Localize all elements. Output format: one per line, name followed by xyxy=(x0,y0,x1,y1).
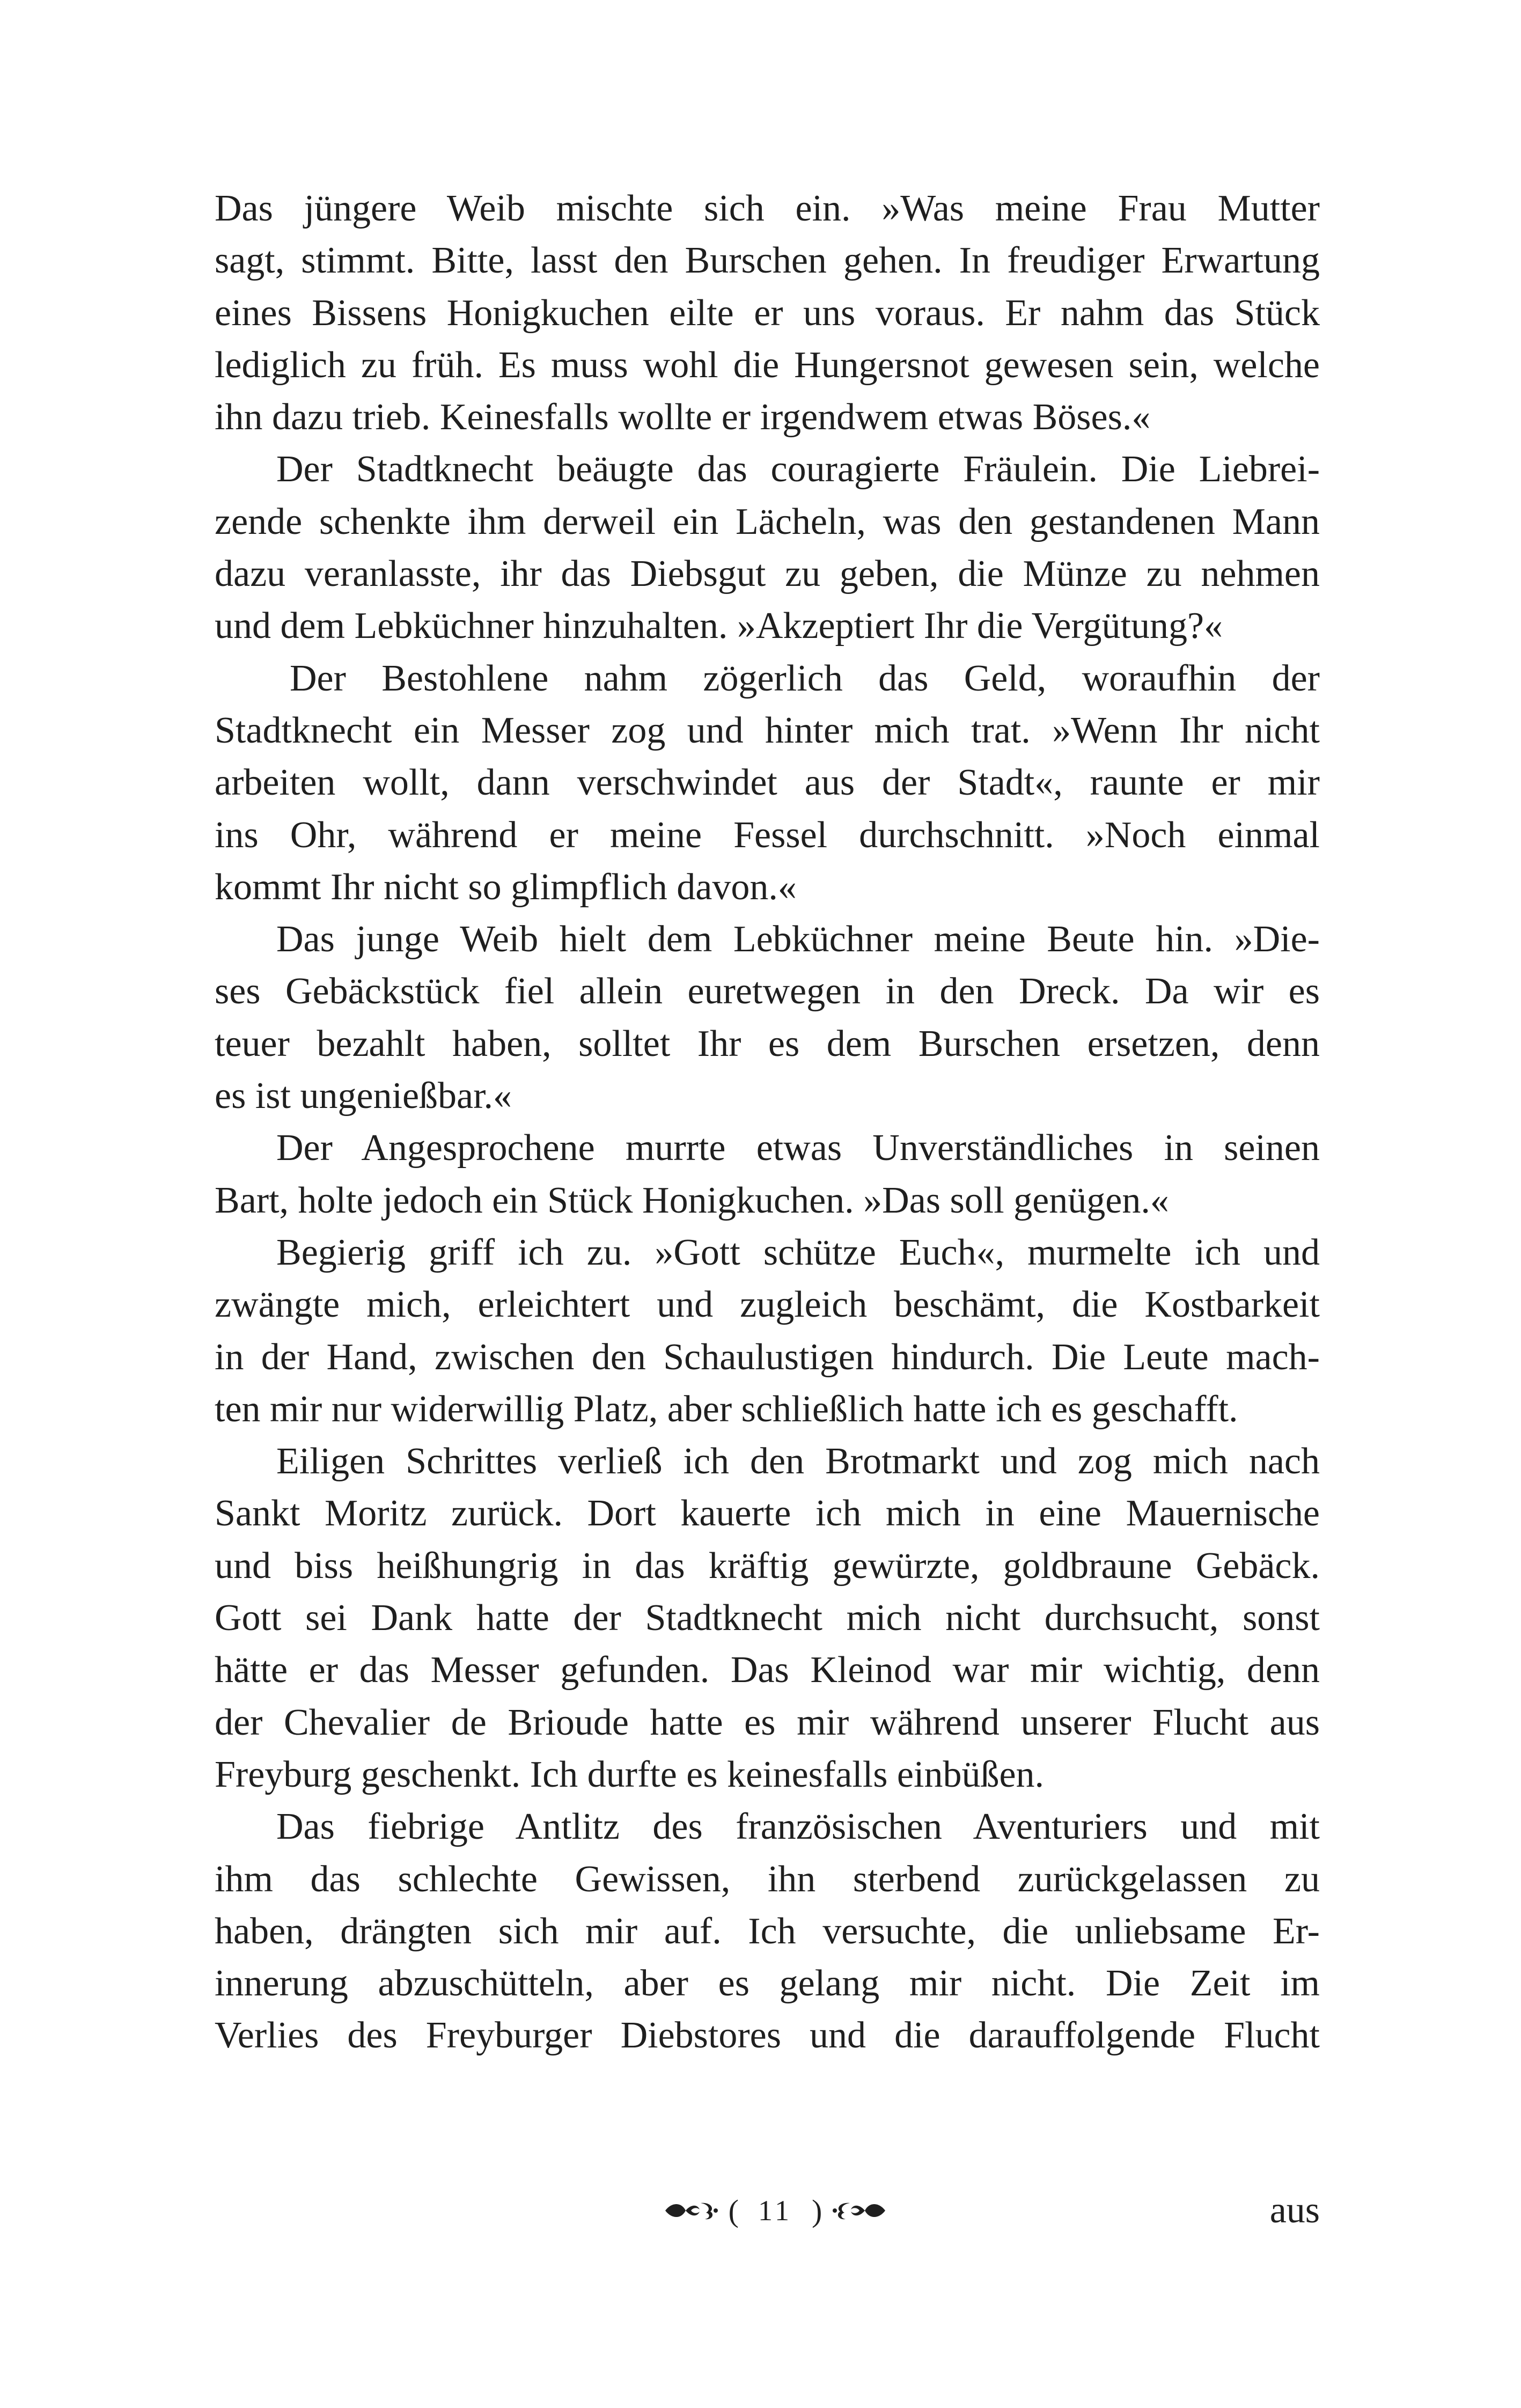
text-line: der Chevalier de Brioude hatte es mir während unserer Flucht aus xyxy=(215,1701,1320,1743)
text-line: Verlies des Freyburger Diebstores und die darauffolgende Flucht xyxy=(215,2015,1320,2057)
text-line: Das junge Weib hielt dem Lebküchner meine Beute hin. »Die- xyxy=(276,919,1320,960)
text-line: zende schenkte ihm derweil ein Lächeln, was den gestandenen Mann xyxy=(215,501,1320,542)
folio xyxy=(671,2184,880,2237)
text-line: es ist ungenießbar.« xyxy=(215,1075,512,1117)
text-line: eines Bissens Honigkuchen eilte er uns voraus. Er nahm das Stück xyxy=(215,292,1320,334)
text-line: und dem Lebküchner hinzuhalten. »Akzeptiert Ihr die Vergütung?« xyxy=(215,605,1223,647)
text-line: kommt Ihr nicht so glimpflich davon.« xyxy=(215,866,797,908)
text-line: Begierig griff ich zu. »Gott schütze Euch«, murmelte ich und xyxy=(276,1231,1320,1273)
text-line: zwängte mich, erleichtert und zugleich beschämt, die Kostbarkeit xyxy=(215,1284,1320,1326)
folio-paren-open: ( xyxy=(728,2193,739,2228)
page-number: 11 xyxy=(758,2194,792,2227)
text-line: ins Ohr, während er meine Fessel durchschnitt. »Noch einmal xyxy=(215,814,1320,856)
text-line: hätte er das Messer gefunden. Das Kleinod war mir wichtig, denn xyxy=(215,1649,1320,1691)
catchword: aus xyxy=(1269,2190,1320,2231)
text-line: Der Bestohlene nahm zögerlich das Geld, woraufhin der xyxy=(290,657,1320,699)
text-line: arbeiten wollt, dann verschwindet aus der Stadt«, raunte er mir xyxy=(215,762,1320,804)
fleuron-left-icon xyxy=(662,2194,721,2227)
text-line: sagt, stimmt. Bitte, lasst den Burschen gehen. In freudiger Erwartung xyxy=(215,240,1320,282)
text-line: dazu veranlasste, ihr das Diebsgut zu geben, die Münze zu nehmen xyxy=(215,553,1320,595)
text-line: lediglich zu früh. Es muss wohl die Hungersnot gewesen sein, welche xyxy=(215,344,1320,386)
text-line: innerung abzuschütteln, aber es gelang mir nicht. Die Zeit im xyxy=(215,1963,1320,2005)
text-line: Der Stadtknecht beäugte das couragierte Fräulein. Die Liebrei- xyxy=(276,449,1320,490)
text-line: Das jüngere Weib mischte sich ein. »Was meine Frau Mutter xyxy=(215,188,1320,229)
page-footer xyxy=(0,2184,1521,2237)
text-line: Stadtknecht ein Messer zog und hinter mich trat. »Wenn Ihr nicht xyxy=(215,709,1320,751)
folio-paren-close: ) xyxy=(812,2193,822,2228)
text-line: ten mir nur widerwillig Platz, aber schließlich hatte ich es geschafft. xyxy=(215,1388,1238,1430)
text-line: teuer bezahlt haben, solltet Ihr es dem Burschen ersetzen, denn xyxy=(215,1023,1320,1064)
text-line: und biss heißhungrig in das kräftig gewürzte, goldbraune Gebäck. xyxy=(215,1545,1320,1587)
text-line: ses Gebäckstück fiel allein euretwegen in den Dreck. Da wir es xyxy=(215,971,1320,1012)
text-line: ihm das schlechte Gewissen, ihn sterbend zurückgelassen zu xyxy=(215,1858,1320,1900)
fleuron-right-icon xyxy=(829,2194,888,2227)
text-line: Gott sei Dank hatte der Stadtknecht mich nicht durchsucht, sonst xyxy=(215,1597,1320,1639)
text-line: Sankt Moritz zurück. Dort kauerte ich mich in eine Mauernische xyxy=(215,1493,1320,1535)
text-line: haben, drängten sich mir auf. Ich versuchte, die unliebsame Er- xyxy=(215,1910,1320,1952)
text-line: Eiligen Schrittes verließ ich den Brotmarkt und zog mich nach xyxy=(276,1441,1320,1482)
text-line: Freyburg geschenkt. Ich durfte es keinesfalls einbüßen. xyxy=(215,1753,1045,1795)
text-line: in der Hand, zwischen den Schaulustigen hindurch. Die Leute mach- xyxy=(215,1336,1320,1378)
text-line: ihn dazu trieb. Keinesfalls wollte er irgendwem etwas Böses.« xyxy=(215,397,1151,438)
text-line: Der Angesprochene murrte etwas Unverständliches in seinen xyxy=(276,1127,1320,1169)
text-line: Das fiebrige Antlitz des französischen Aventuriers und mit xyxy=(276,1806,1320,1848)
body-text xyxy=(215,182,1320,2062)
text-line: Bart, holte jedoch ein Stück Honigkuchen. »Das soll genügen.« xyxy=(215,1179,1169,1221)
